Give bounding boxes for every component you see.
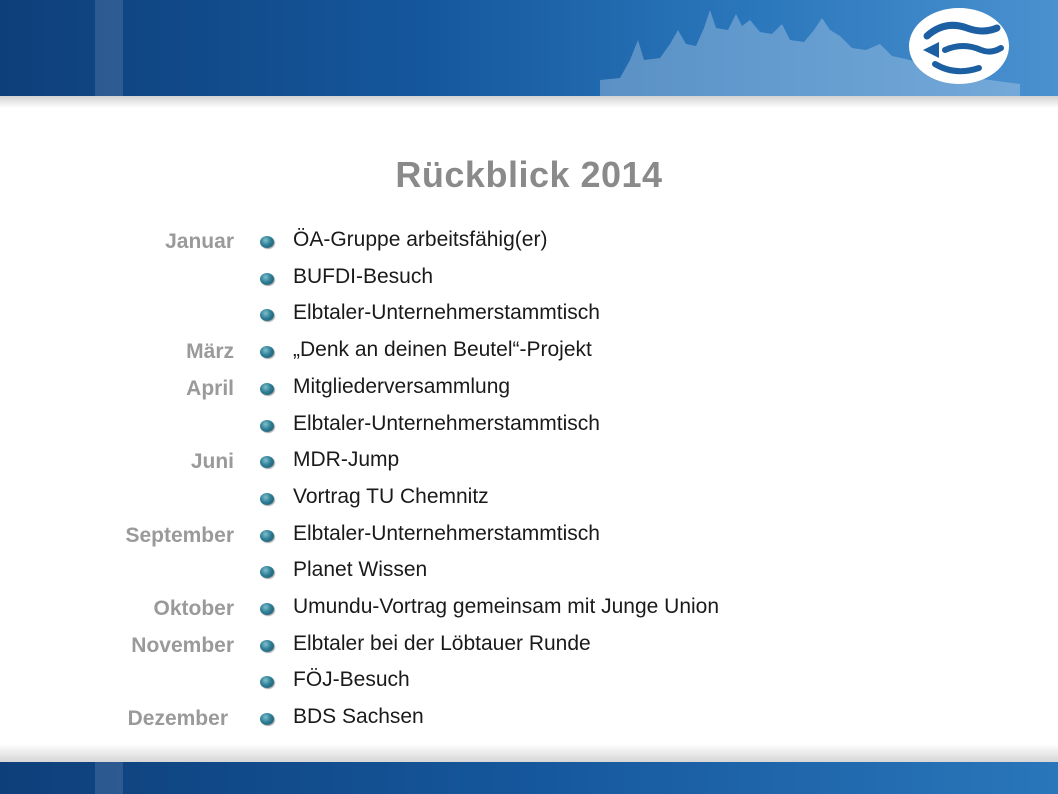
- agenda-row: [0, 552, 1058, 588]
- agenda-row: [0, 295, 1058, 331]
- month-label: September: [125, 523, 234, 547]
- agenda-row: [0, 516, 1058, 552]
- agenda-item: Elbtaler-Unternehmerstammtisch: [293, 411, 600, 435]
- agenda-item: Elbtaler-Unternehmerstammtisch: [293, 301, 600, 325]
- agenda-item: ÖA-Gruppe arbeitsfähig(er): [293, 228, 548, 251]
- round-bullet-icon: [260, 273, 274, 285]
- agenda-item: FÖJ-Besuch: [293, 668, 410, 692]
- round-bullet-icon: [260, 603, 274, 615]
- agenda-item: Elbtaler-Unternehmerstammtisch: [293, 521, 600, 545]
- round-bullet-icon: [260, 713, 274, 725]
- round-bullet-icon: [260, 309, 274, 321]
- round-bullet-icon: [260, 566, 274, 578]
- round-bullet-icon: [260, 236, 274, 248]
- agenda-row: [0, 222, 1058, 258]
- agenda-row: [0, 369, 1058, 405]
- agenda-row: [0, 479, 1058, 515]
- agenda-item: „Denk an deinen Beutel“-Projekt: [293, 338, 592, 362]
- month-label: Dezember: [127, 707, 228, 731]
- round-bullet-icon: [260, 346, 274, 358]
- header-stripe: [95, 0, 123, 96]
- round-bullet-icon: [260, 493, 274, 505]
- agenda-row: [0, 406, 1058, 442]
- month-label: Oktober: [153, 597, 234, 620]
- round-bullet-icon: [260, 383, 274, 395]
- slide-title: Rückblick 2014: [395, 154, 663, 195]
- agenda-row: [0, 699, 1058, 735]
- month-label: April: [186, 376, 234, 400]
- footer-shadow: [0, 744, 1058, 762]
- agenda-row: [0, 662, 1058, 698]
- agenda-item: BDS Sachsen: [293, 705, 424, 729]
- footer-stripe: [95, 762, 123, 794]
- round-bullet-icon: [260, 420, 274, 432]
- agenda-item: MDR-Jump: [293, 448, 400, 472]
- agenda-row: [0, 332, 1058, 368]
- month-label: November: [131, 633, 234, 657]
- organization-logo-icon: [905, 6, 1013, 86]
- slide-header-banner: [0, 0, 1058, 96]
- month-label: März: [186, 340, 234, 364]
- agenda-item: Planet Wissen: [293, 558, 428, 582]
- agenda-row: [0, 442, 1058, 478]
- agenda-item: Vortrag TU Chemnitz: [293, 484, 489, 508]
- month-label: Januar: [165, 230, 234, 253]
- header-shadow: [0, 96, 1058, 108]
- agenda-item: BUFDI-Besuch: [293, 264, 434, 288]
- round-bullet-icon: [260, 640, 274, 652]
- agenda-item: Mitgliederversammlung: [293, 374, 511, 398]
- round-bullet-icon: [260, 456, 274, 468]
- slide-footer-banner: [0, 762, 1058, 794]
- agenda-row: [0, 626, 1058, 662]
- agenda-item: Elbtaler bei der Löbtauer Runde: [293, 631, 591, 655]
- round-bullet-icon: [260, 676, 274, 688]
- month-label: Juni: [190, 450, 234, 474]
- agenda-row: [0, 589, 1058, 625]
- agenda-item: Umundu-Vortrag gemeinsam mit Junge Union: [293, 595, 720, 618]
- round-bullet-icon: [260, 530, 274, 542]
- agenda-row: [0, 259, 1058, 295]
